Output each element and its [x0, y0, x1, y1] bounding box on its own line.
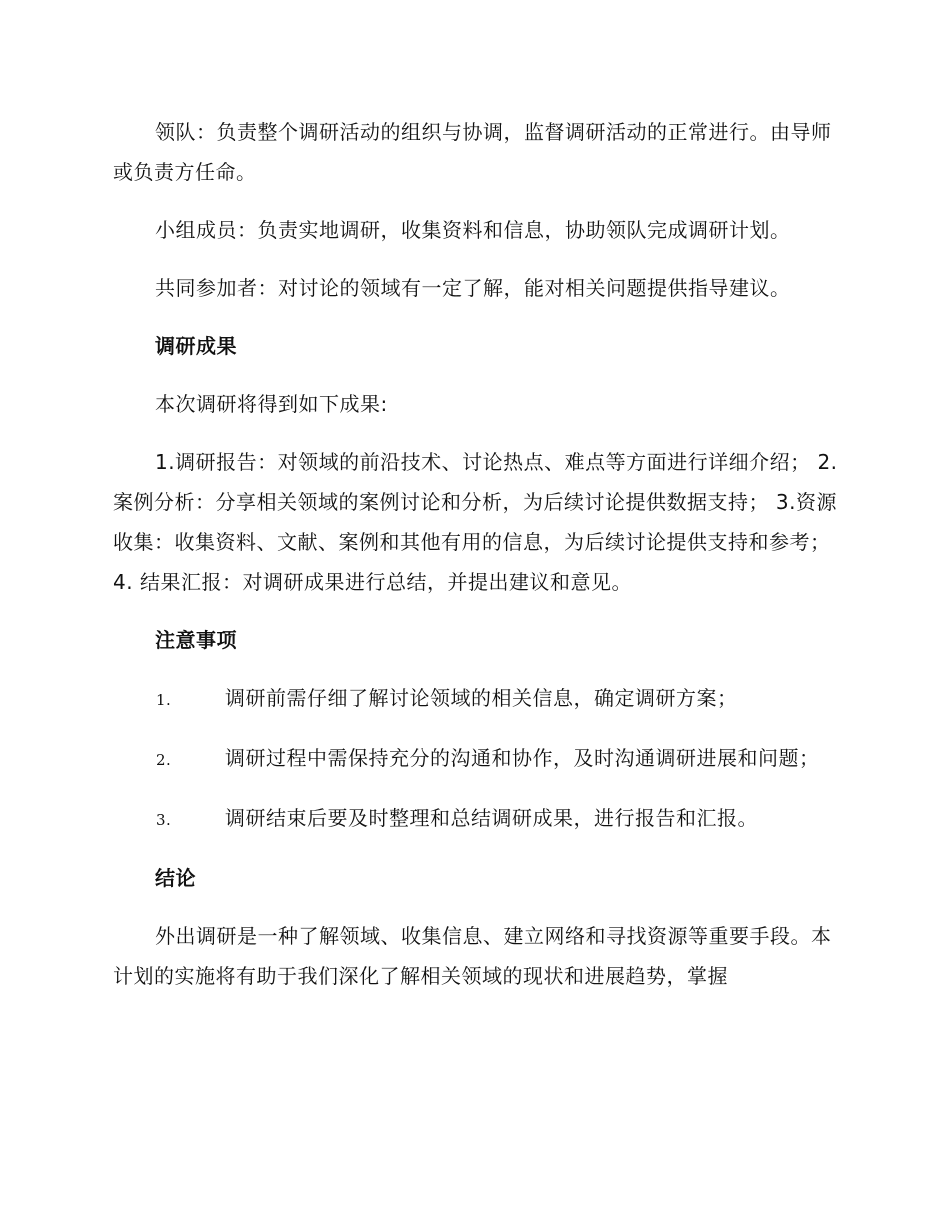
role-leader-paragraph: 领队：负责整个调研活动的组织与协调，监督调研活动的正常进行。由导师或负责方任命。	[113, 120, 832, 184]
list-number: 2.	[156, 751, 172, 769]
role-participant-paragraph: 共同参加者：对讨论的领域有一定了解，能对相关问题提供指导建议。	[155, 276, 791, 300]
results-heading: 调研成果	[155, 334, 237, 358]
role-member-paragraph: 小组成员：负责实地调研，收集资料和信息，协助领队完成调研计划。	[155, 218, 791, 242]
conclusion-paragraph: 外出调研是一种了解领域、收集信息、建立网络和寻找资源等重要手段。本计划的实施将有助于我们深化了解相关领域的现状和进展趋势，掌握	[113, 924, 832, 988]
list-text: 调研过程中需保持充分的沟通和协作，及时沟通调研进展和问题；	[225, 746, 820, 770]
list-number: 3.	[156, 811, 172, 829]
notes-heading: 注意事项	[155, 628, 237, 652]
results-body: 1.调研报告：对领域的前沿技术、讨论热点、难点等方面进行详细介绍； 2. 案例分析：分享相关领域的案例讨论和分析，为后续讨论提供数据支持； 3.资源收集：收集资料、文献、案例和其他有用的信息，为后续讨论提供支持和参考； 4. 结果汇报：对调研成果进行总结，并提出建议和意见。	[113, 450, 838, 594]
notes-list-item	[113, 738, 839, 780]
list-text: 调研结束后要及时整理和总结调研成果，进行报告和汇报。	[225, 806, 758, 830]
results-intro: 本次调研将得到如下成果:	[155, 392, 388, 416]
notes-list-item	[113, 678, 839, 720]
conclusion-heading: 结论	[155, 866, 196, 890]
document-body	[113, 112, 839, 1014]
notes-list-item	[113, 798, 839, 840]
list-text: 调研前需仔细了解讨论领域的相关信息，确定调研方案；	[225, 686, 738, 710]
list-number: 1.	[156, 691, 172, 709]
